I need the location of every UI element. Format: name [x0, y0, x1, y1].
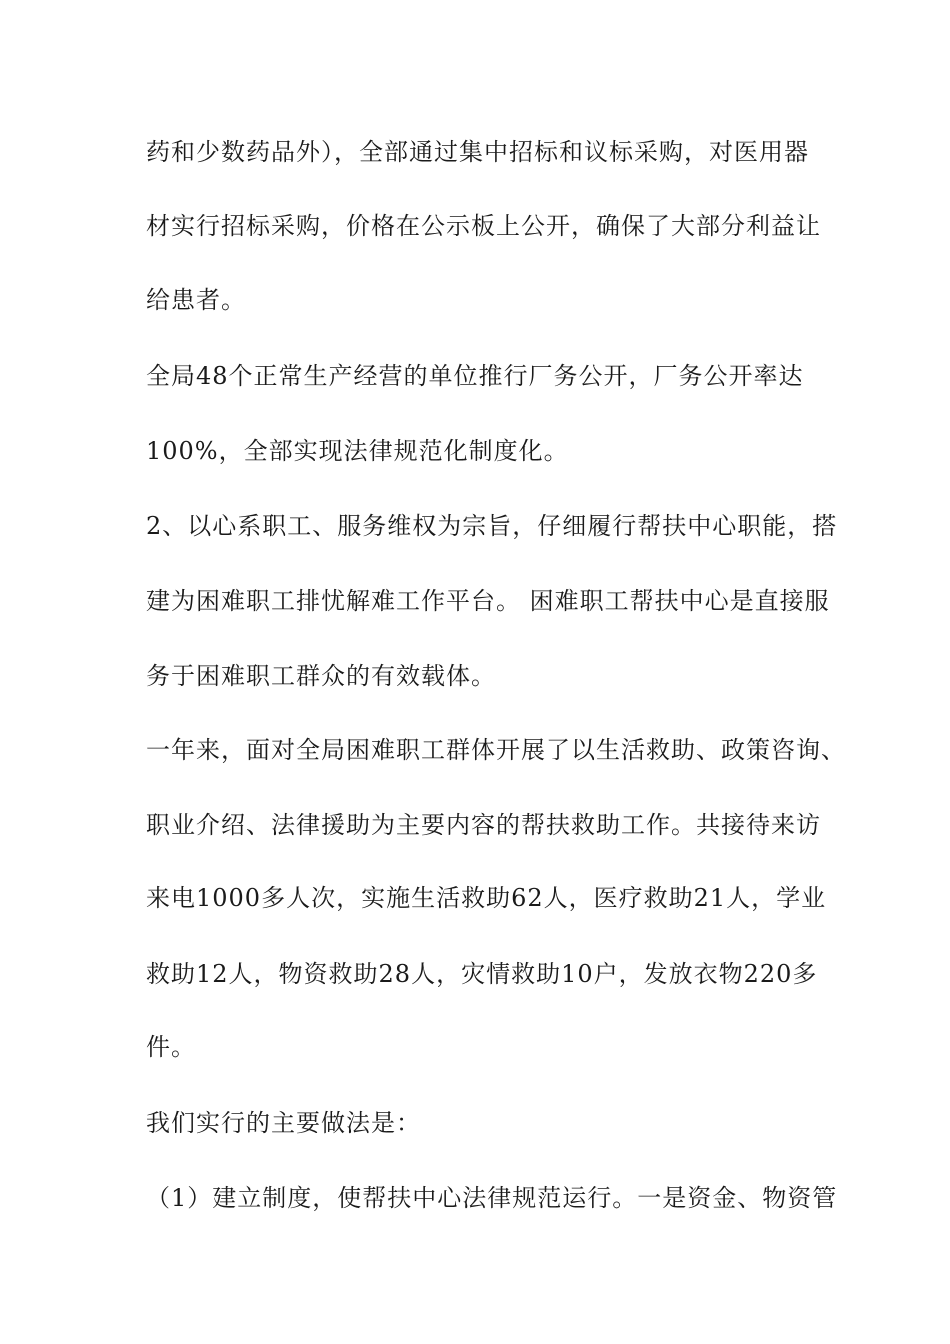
text-line-15: （1）建立制度，使帮扶中心法律规范运行。一是资金、物资管	[146, 1184, 838, 1212]
text-line-11: 来电1000多人次，实施生活救助62人，医疗救助21人，学业	[146, 884, 827, 912]
text-line-2: 材实行招标采购，价格在公示板上公开，确保了大部分利益让	[146, 212, 821, 240]
text-line-8: 务于困难职工群众的有效载体。	[146, 662, 496, 690]
text-line-4: 全局48个正常生产经营的单位推行厂务公开，厂务公开率达	[146, 362, 804, 390]
text-line-6: 2、以心系职工、服务维权为宗旨，仔细履行帮扶中心职能，搭	[146, 512, 838, 540]
text-line-12: 救助12人，物资救助28人，灾情救助10户，发放衣物220多	[146, 960, 818, 988]
text-line-10: 职业介绍、法律援助为主要内容的帮扶救助工作。共接待来访	[146, 811, 821, 839]
text-line-5: 100%，全部实现法律规范化制度化。	[146, 437, 569, 465]
text-line-3: 给患者。	[146, 286, 246, 314]
text-line-13: 件。	[146, 1033, 196, 1061]
text-line-7: 建为困难职工排忧解难工作平台。 困难职工帮扶中心是直接服	[146, 587, 830, 615]
text-line-14: 我们实行的主要做法是：	[146, 1109, 421, 1137]
text-line-9: 一年来，面对全局困难职工群体开展了以生活救助、政策咨询、	[146, 736, 846, 764]
text-line-1: 药和少数药品外），全部通过集中招标和议标采购，对医用器	[146, 138, 809, 166]
